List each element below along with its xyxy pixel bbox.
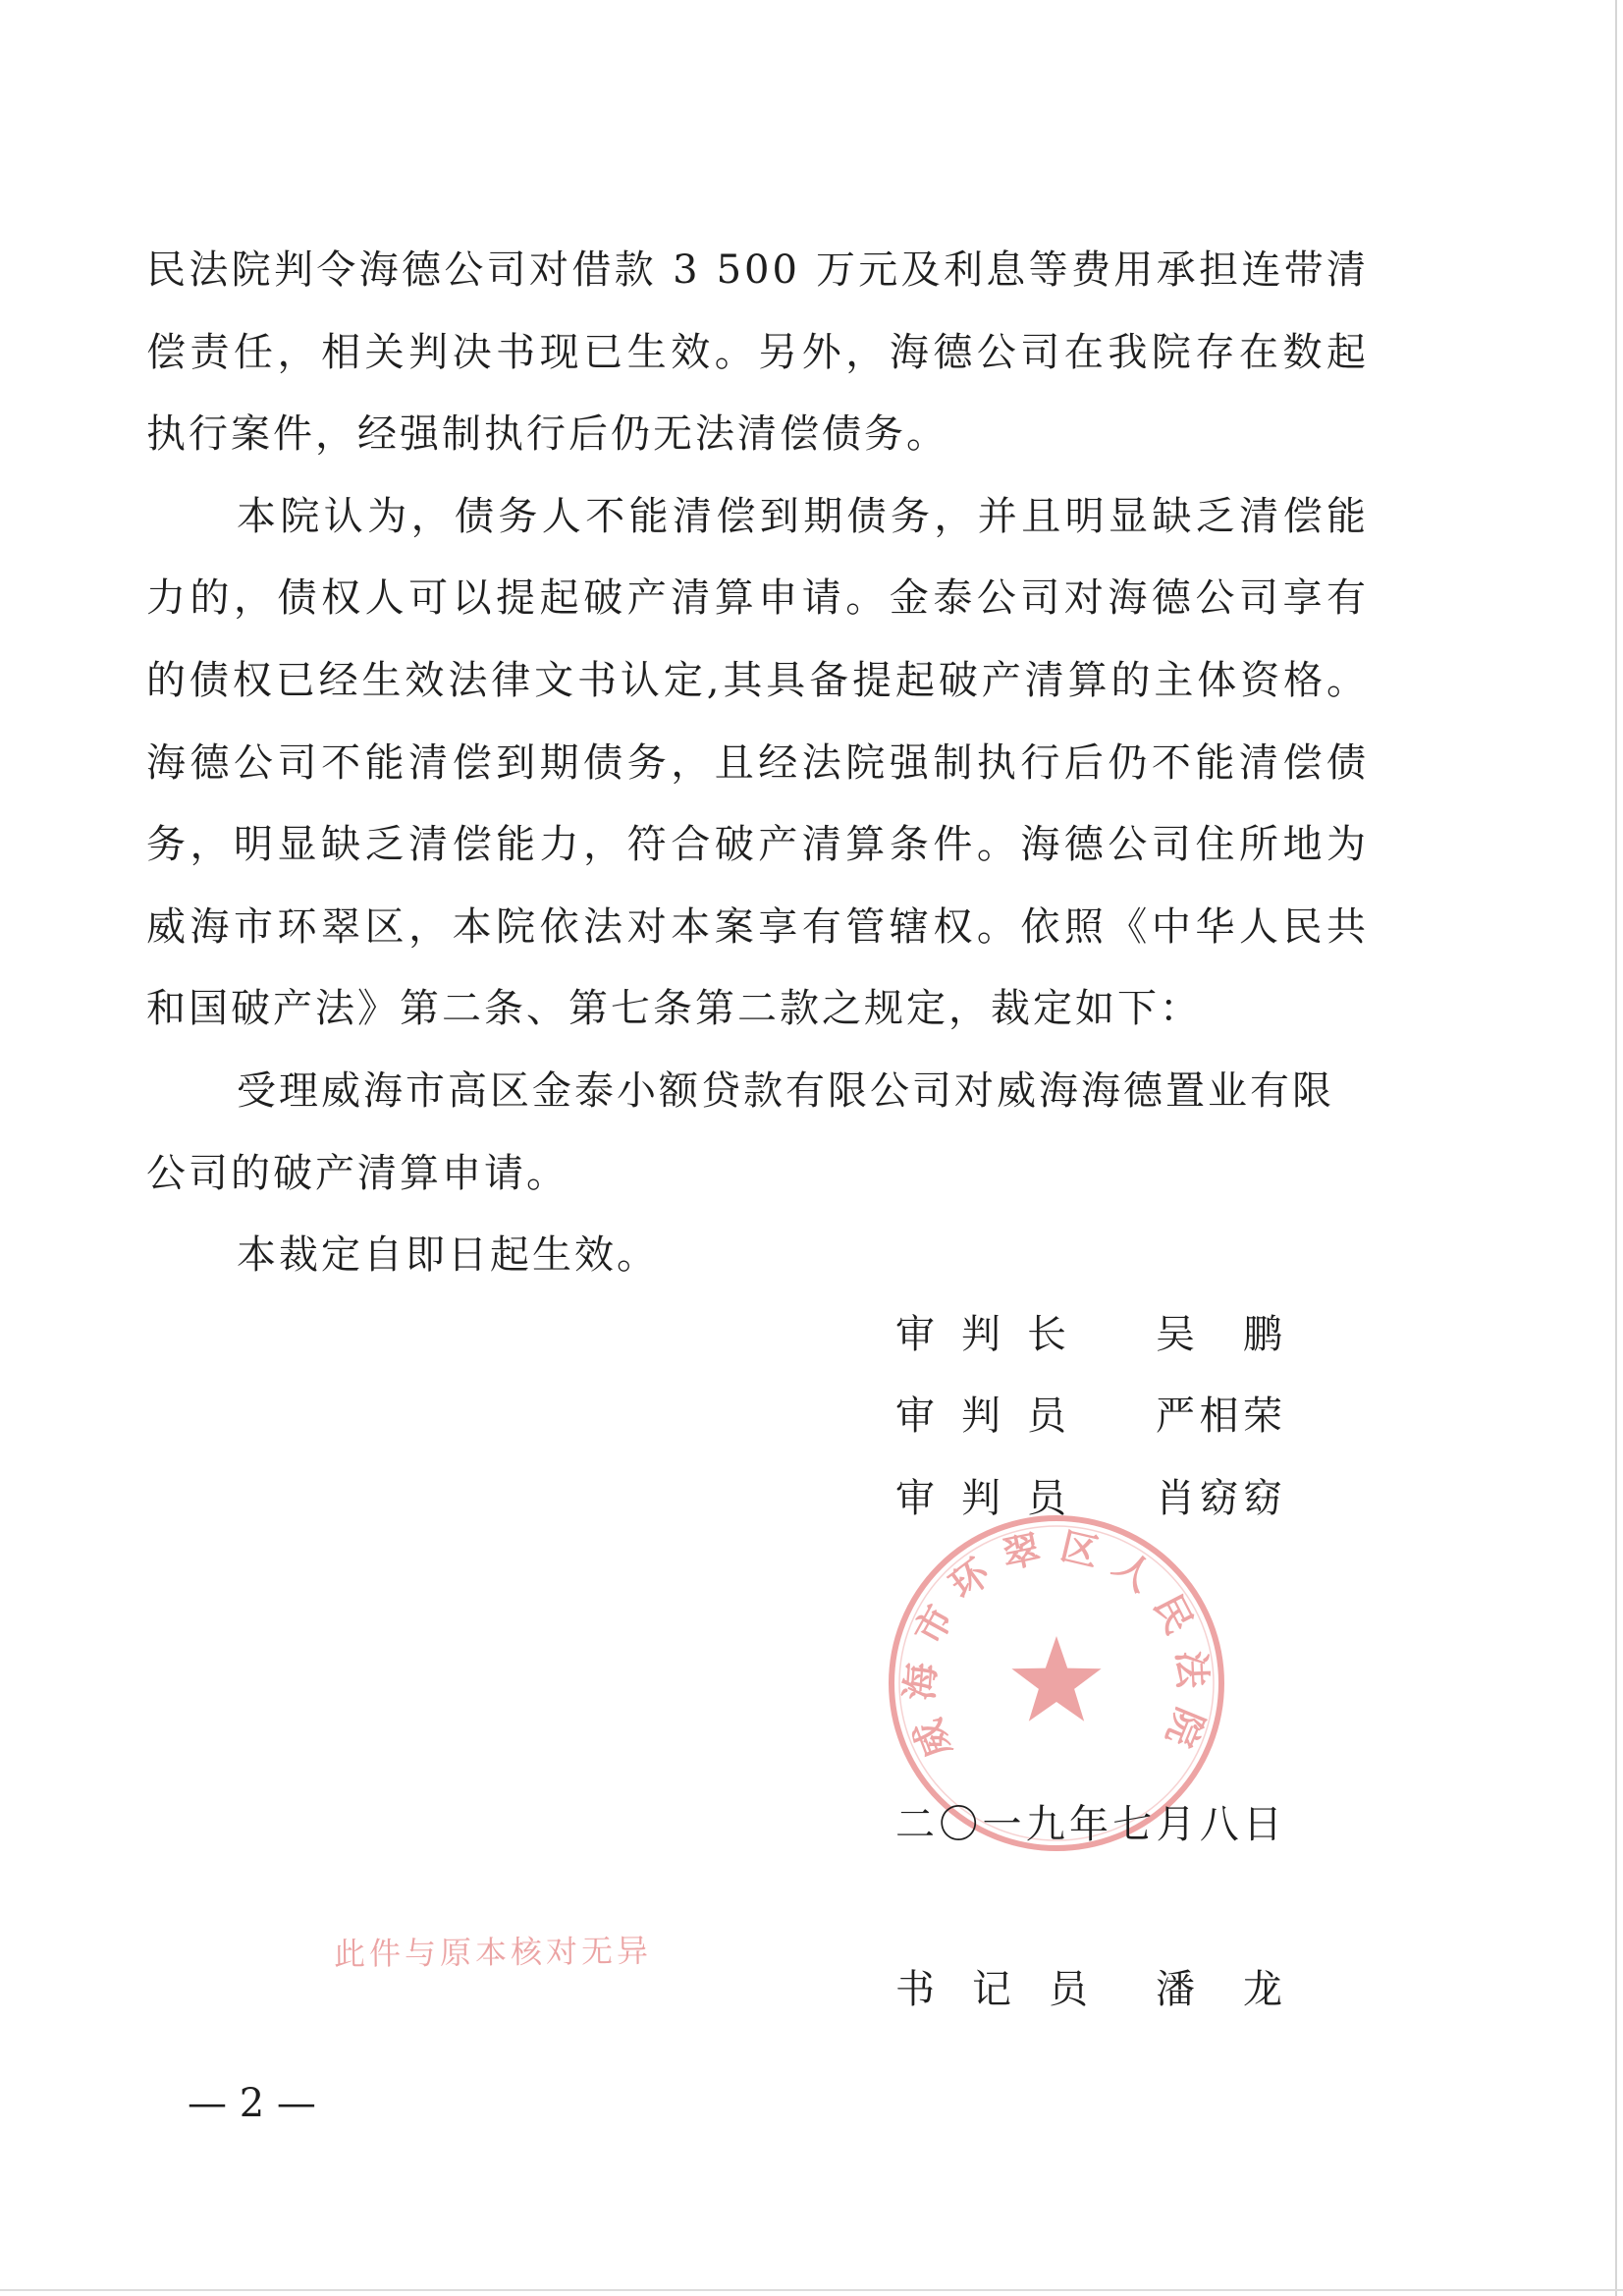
body-line: 力的，债权人可以提起破产清算申请。金泰公司对海德公司享有: [146, 575, 1369, 622]
body-line: 的债权已经生效法律文书认定,其具备提起破产清算的主体资格。: [146, 657, 1369, 703]
body-line: 本院认为，债务人不能清偿到期债务，并且明显缺乏清偿能: [237, 493, 1369, 539]
ruling-line: 受理威海市高区金泰小额贷款有限公司对威海海德置业有限: [237, 1067, 1334, 1114]
signature-title: 审判员: [895, 1475, 1066, 1521]
ruling-body: [146, 230, 1369, 1297]
body-line: 和国破产法》第二条、第七条第二款之规定，裁定如下：: [146, 986, 1202, 1032]
body-line: 偿责任，相关判决书现已生效。另外，海德公司在我院存在数起: [146, 329, 1369, 375]
signature-name: 严相荣: [1156, 1394, 1282, 1439]
body-line: 海德公司不能清偿到期债务，且经法院强制执行后仍不能清偿债: [146, 739, 1369, 786]
copy-verification-stamp: 此件与原本核对无异: [333, 1932, 653, 1973]
page-number: — 2 —: [188, 2081, 316, 2126]
signature-name: 肖窈窈: [1156, 1475, 1282, 1521]
clerk-title: 书记员: [895, 1967, 1088, 2013]
scan-edge-right: [1615, 0, 1617, 2296]
signature-row-chief-judge: [895, 1294, 1282, 1377]
body-line: 务，明显缺乏清偿能力，符合破产清算条件。海德公司住所地为: [146, 822, 1369, 868]
signature-row-judge: [895, 1458, 1282, 1541]
signature-name: 吴鹏: [1156, 1311, 1282, 1357]
ruling-date-row: [895, 1784, 1282, 1867]
signature-row-judge: [895, 1376, 1282, 1458]
seal-star-icon: [1011, 1636, 1101, 1722]
signature-title: 审判长: [895, 1311, 1066, 1357]
body-line: 执行案件，经强制执行后仍无法清偿债务。: [146, 411, 948, 458]
clerk-name: 潘龙: [1156, 1967, 1282, 2013]
signature-row-clerk: [895, 1949, 1282, 2032]
seal-text-path: 威海市环翠区人民法院: [896, 1522, 1217, 1769]
ruling-line: 公司的破产清算申请。: [146, 1150, 568, 1196]
body-line: 威海市环翠区，本院依法对本案享有管辖权。依照《中华人民共: [146, 903, 1369, 950]
effective-line: 本裁定自即日起生效。: [237, 1232, 659, 1279]
signature-title: 审判员: [895, 1394, 1066, 1439]
scan-edge-bottom: [0, 2289, 1623, 2291]
ruling-date: 二〇一九年七月八日: [895, 1801, 1282, 1847]
body-line: 民法院判令海德公司对借款 3 500 万元及利息等费用承担连带清: [146, 247, 1369, 293]
